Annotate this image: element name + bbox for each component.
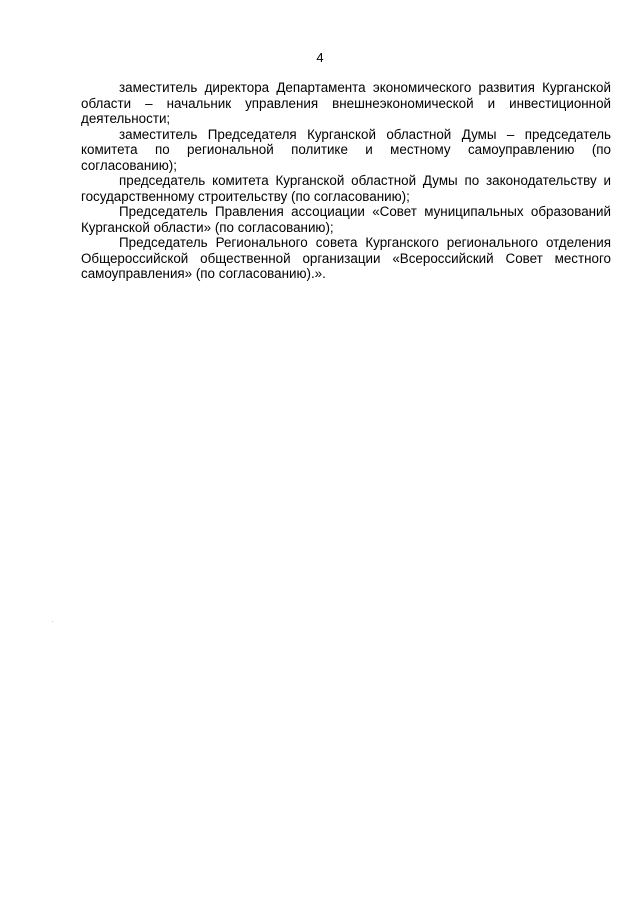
paragraph-committee-chairman-legislation: председатель комитета Курганской областной Думы по законодательству и государственному строительству (по согласованию); xyxy=(81,173,611,204)
paragraph-deputy-director: заместитель директора Департамента экономического развития Курганской области – начальник управления внешнеэкономической и инвестиционной деятельности; xyxy=(81,80,611,126)
paragraph-regional-council-chairman: Председатель Регионального совета Курганского регионального отделения Общероссийской общественной организации «Всероссийский Совет местного самоуправления» (по согласованию).». xyxy=(81,235,611,281)
page-number: 4 xyxy=(316,50,324,65)
paragraph-deputy-chairman-duma: заместитель Председателя Курганской областной Думы – председатель комитета по региональной политике и местному самоуправлению (по согласованию); xyxy=(81,126,611,173)
scan-speck xyxy=(52,621,53,622)
document-body xyxy=(81,80,611,282)
paragraph-association-board-chairman: Председатель Правления ассоциации «Совет муниципальных образований Курганской области» (по согласованию); xyxy=(81,204,611,235)
